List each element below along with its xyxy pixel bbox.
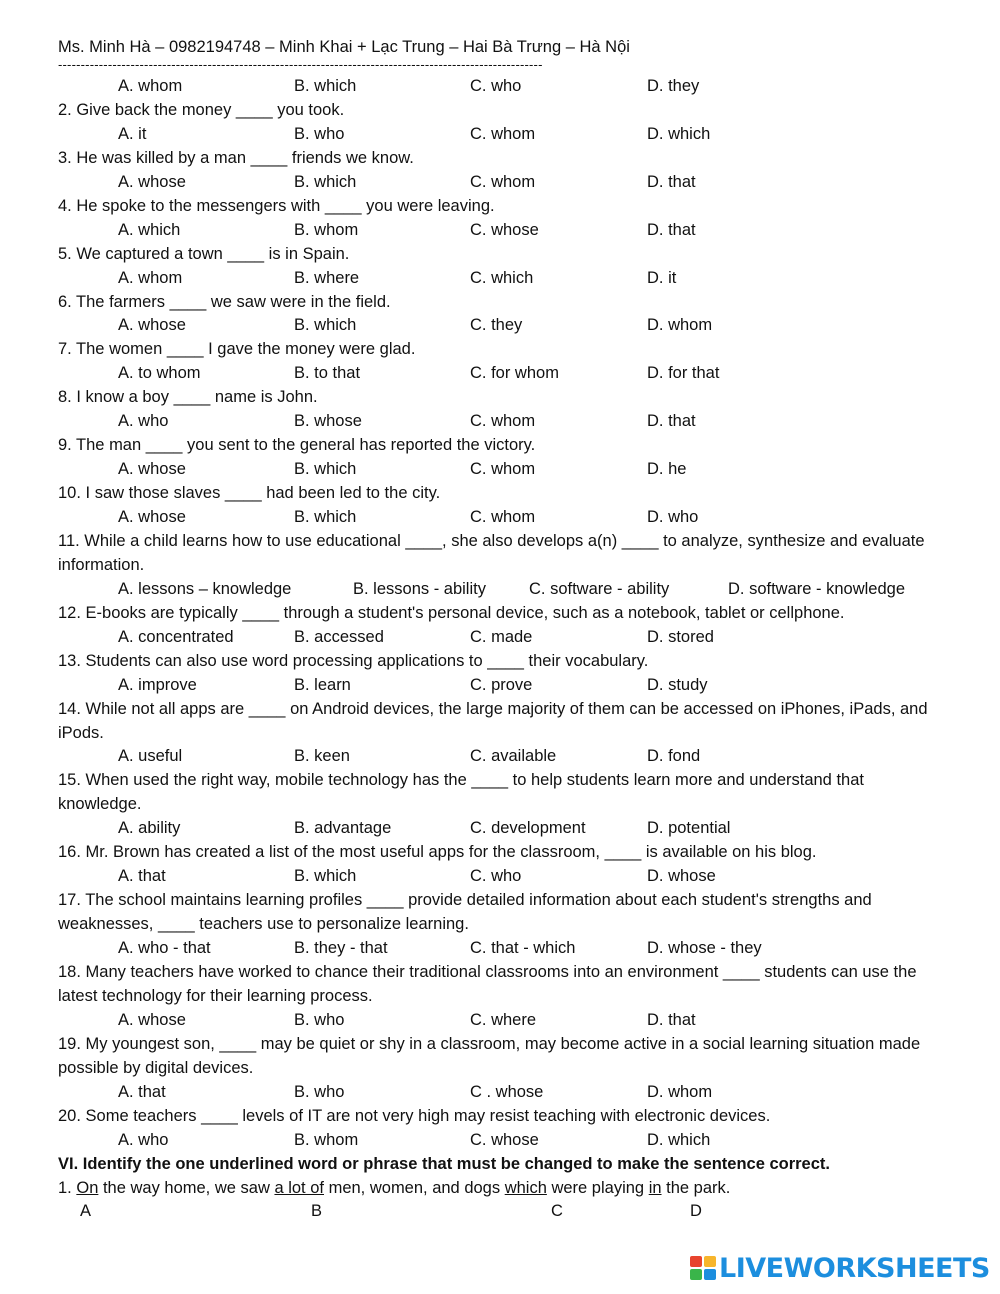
option-a[interactable]: A. it: [118, 124, 147, 143]
options-row: [58, 506, 958, 530]
option-d[interactable]: D. they: [647, 77, 700, 95]
option-b[interactable]: B. whom: [294, 220, 359, 239]
option-c[interactable]: C. whom: [470, 124, 536, 143]
options-row: [58, 458, 958, 482]
letter-a[interactable]: A: [80, 1202, 92, 1221]
question-text: 14. While not all apps are ____ on Android devices, the large majority of them can be accessed on iPhones, iPads, and iPods.: [58, 699, 928, 742]
option-d[interactable]: D. which: [647, 1130, 711, 1149]
option-b[interactable]: B. to that: [294, 364, 361, 383]
options-row: [58, 123, 958, 147]
option-a[interactable]: A. lessons – knowledge: [118, 579, 292, 598]
option-b[interactable]: B. learn: [294, 675, 351, 694]
option-b[interactable]: B. whose: [294, 412, 362, 431]
option-c[interactable]: C. whose: [470, 220, 539, 239]
option-c[interactable]: C. where: [470, 1010, 537, 1029]
question-text: 15. When used the right way, mobile technology has the ____ to help students learn more and understand that knowledge.: [58, 771, 864, 814]
option-d[interactable]: D. that: [647, 1010, 696, 1029]
options-row: [58, 1009, 958, 1033]
option-d[interactable]: D. that: [647, 172, 696, 191]
option-c[interactable]: C. who: [470, 77, 522, 95]
section-heading: VI. Identify the one underlined word or phrase that must be changed to make the sentence correct.: [58, 1154, 830, 1173]
header-title: Ms. Minh Hà – 0982194748 – Minh Khai + Lạc Trung – Hai Bà Trưng – Hà Nội: [58, 38, 630, 56]
option-a[interactable]: A. improve: [118, 675, 197, 694]
letter-b[interactable]: B: [311, 1202, 323, 1221]
option-a[interactable]: A. whose: [118, 316, 186, 335]
options-row: [58, 817, 958, 841]
question-text: 18. Many teachers have worked to chance their traditional classrooms into an environment ____ students can use the latest technology for their learning process.: [58, 963, 917, 1005]
sentence-text: the way home, we saw: [98, 1178, 275, 1197]
option-d[interactable]: D. whose - they: [647, 939, 762, 958]
question-text: 19. My youngest son, ____ may be quiet or shy in a classroom, may become active in a social learning situation made possible by digital devices.: [58, 1034, 921, 1077]
logo-square: [704, 1256, 716, 1267]
options-row: [58, 171, 958, 195]
option-c[interactable]: C. software - ability: [529, 579, 670, 598]
option-a[interactable]: A. to whom: [118, 364, 201, 383]
options-row: [58, 219, 958, 243]
options-row: [58, 865, 958, 889]
option-b[interactable]: B. which: [294, 172, 357, 191]
option-a[interactable]: A. concentrated: [118, 627, 234, 646]
option-d[interactable]: D. it: [647, 268, 677, 287]
option-a[interactable]: A. whose: [118, 460, 186, 479]
option-c[interactable]: C. made: [470, 627, 533, 646]
option-a[interactable]: A. which: [118, 220, 181, 239]
option-a[interactable]: A. that: [118, 867, 166, 886]
option-d[interactable]: D. software - knowledge: [728, 579, 905, 598]
option-c[interactable]: C. whom: [470, 460, 536, 479]
options-row: [58, 937, 958, 961]
option-b[interactable]: B. which: [294, 867, 357, 886]
options-row: [58, 745, 958, 769]
options-row: [58, 410, 958, 434]
option-b[interactable]: B. which: [294, 77, 357, 95]
option-b[interactable]: B. advantage: [294, 819, 392, 838]
sentence-text: were playing: [546, 1178, 649, 1197]
question-text: 4. He spoke to the messengers with ____ you were leaving.: [58, 196, 495, 215]
option-c[interactable]: C. whom: [470, 412, 536, 431]
letter-d[interactable]: D: [690, 1202, 702, 1221]
question-text: 5. We captured a town ____ is in Spain.: [58, 244, 350, 263]
question-text: 2. Give back the money ____ you took.: [58, 100, 345, 119]
option-c[interactable]: C . whose: [470, 1082, 544, 1101]
option-a[interactable]: A. who: [118, 1130, 169, 1149]
option-d[interactable]: D. that: [647, 412, 696, 431]
sentence-text: men, women, and dogs: [324, 1178, 505, 1197]
option-d[interactable]: D. whom: [647, 316, 713, 335]
option-d[interactable]: D. fond: [647, 747, 701, 766]
option-b[interactable]: B. accessed: [294, 627, 384, 646]
question-text: 13. Students can also use word processing applications to ____ their vocabulary.: [58, 651, 649, 670]
option-d[interactable]: D. he: [647, 460, 687, 479]
question-text: 12. E-books are typically ____ through a student's personal device, such as a notebook, tablet or cellphone.: [58, 603, 845, 622]
option-a[interactable]: A. that: [118, 1082, 166, 1101]
underlined-c[interactable]: which: [504, 1178, 547, 1197]
options-row: [58, 75, 958, 99]
options-row: [58, 362, 958, 386]
question-text: 7. The women ____ I gave the money were glad.: [58, 340, 416, 359]
option-a[interactable]: A. whose: [118, 172, 186, 191]
answer-letters: [58, 1200, 958, 1224]
worksheet-page: [58, 36, 958, 1224]
option-a[interactable]: A. whom: [118, 77, 183, 95]
option-a[interactable]: A. who: [118, 412, 169, 431]
option-b[interactable]: B. whom: [294, 1130, 359, 1149]
option-c[interactable]: C. that - which: [470, 939, 576, 958]
option-d[interactable]: D. potential: [647, 819, 731, 838]
option-a[interactable]: A. whom: [118, 268, 183, 287]
option-d[interactable]: D. that: [647, 220, 696, 239]
options-row: [58, 1081, 958, 1105]
option-b[interactable]: B. which: [294, 508, 357, 527]
question-text: 17. The school maintains learning profiles ____ provide detailed information about each student's strengths and weaknesses, ____ teachers use to personalize learning.: [58, 891, 872, 934]
option-c[interactable]: C. available: [470, 747, 557, 766]
option-d[interactable]: D. for that: [647, 364, 720, 383]
option-a[interactable]: A. useful: [118, 747, 183, 766]
letter-c[interactable]: C: [551, 1202, 563, 1221]
options-row: [58, 267, 958, 291]
option-d[interactable]: D. stored: [647, 627, 714, 646]
option-b[interactable]: B. where: [294, 268, 360, 287]
logo-text: LIVEWORKSHEETS: [719, 1252, 990, 1284]
option-c[interactable]: C. prove: [470, 675, 533, 694]
question-text: 8. I know a boy ____ name is John.: [58, 388, 318, 407]
option-b[interactable]: B. who: [294, 124, 345, 143]
option-b[interactable]: B. keen: [294, 747, 350, 766]
header-rule: -----------------------------------------------------------------------------------------------------------: [58, 60, 543, 72]
question-list: [58, 99, 958, 1153]
option-b[interactable]: B. lessons - ability: [353, 579, 486, 598]
option-c[interactable]: C. they: [470, 316, 523, 335]
option-d[interactable]: D. which: [647, 124, 711, 143]
option-a[interactable]: A. whose: [118, 1010, 186, 1029]
error-sentence: [58, 1177, 958, 1201]
options-row: [58, 626, 958, 650]
option-c[interactable]: C. for whom: [470, 364, 559, 383]
options-row: [58, 674, 958, 698]
logo-square: [690, 1269, 702, 1280]
options-row: [58, 1129, 958, 1153]
options-row: [58, 578, 958, 602]
question-text: 9. The man ____ you sent to the general has reported the victory.: [58, 436, 536, 455]
option-b[interactable]: B. who: [294, 1082, 345, 1101]
option-d[interactable]: D. study: [647, 675, 708, 694]
option-a[interactable]: A. who - that: [118, 939, 211, 958]
option-c[interactable]: C. whom: [470, 508, 536, 527]
option-c[interactable]: C. who: [470, 867, 522, 886]
option-c[interactable]: C. which: [470, 268, 534, 287]
underlined-b[interactable]: a lot of: [274, 1178, 324, 1197]
option-d[interactable]: D. who: [647, 508, 699, 527]
option-a[interactable]: A. ability: [118, 819, 181, 838]
option-d[interactable]: D. whose: [647, 867, 716, 886]
option-d[interactable]: D. whom: [647, 1082, 713, 1101]
question-text: 11. While a child learns how to use educational ____, she also develops a(n) ____ to analyze, synthesize and evaluate information.: [58, 531, 925, 574]
question-text: 20. Some teachers ____ levels of IT are not very high may resist teaching with electronic devices.: [58, 1106, 771, 1125]
sentence-text: the park.: [661, 1178, 731, 1197]
option-b[interactable]: B. who: [294, 1010, 345, 1029]
logo-square: [690, 1256, 702, 1267]
question-text: 16. Mr. Brown has created a list of the most useful apps for the classroom, ____ is available on his blog.: [58, 843, 817, 862]
option-c[interactable]: C. development: [470, 819, 586, 838]
question-text: 3. He was killed by a man ____ friends we know.: [58, 148, 414, 167]
logo-icon: [690, 1256, 716, 1280]
option-c[interactable]: C. whom: [470, 172, 536, 191]
question-text: 10. I saw those slaves ____ had been led to the city.: [58, 484, 441, 503]
option-a[interactable]: A. whose: [118, 508, 186, 527]
option-b[interactable]: B. which: [294, 460, 357, 479]
option-c[interactable]: C. whose: [470, 1130, 539, 1149]
question-text: 6. The farmers ____ we saw were in the field.: [58, 292, 391, 311]
option-b[interactable]: B. they - that: [294, 939, 388, 958]
options-row: [58, 314, 958, 338]
sentence-number: 1.: [58, 1178, 77, 1197]
underlined-a[interactable]: On: [76, 1178, 99, 1197]
logo-square: [704, 1269, 716, 1280]
option-b[interactable]: B. which: [294, 316, 357, 335]
liveworksheets-logo: [690, 1253, 990, 1283]
underlined-d[interactable]: in: [648, 1178, 662, 1197]
